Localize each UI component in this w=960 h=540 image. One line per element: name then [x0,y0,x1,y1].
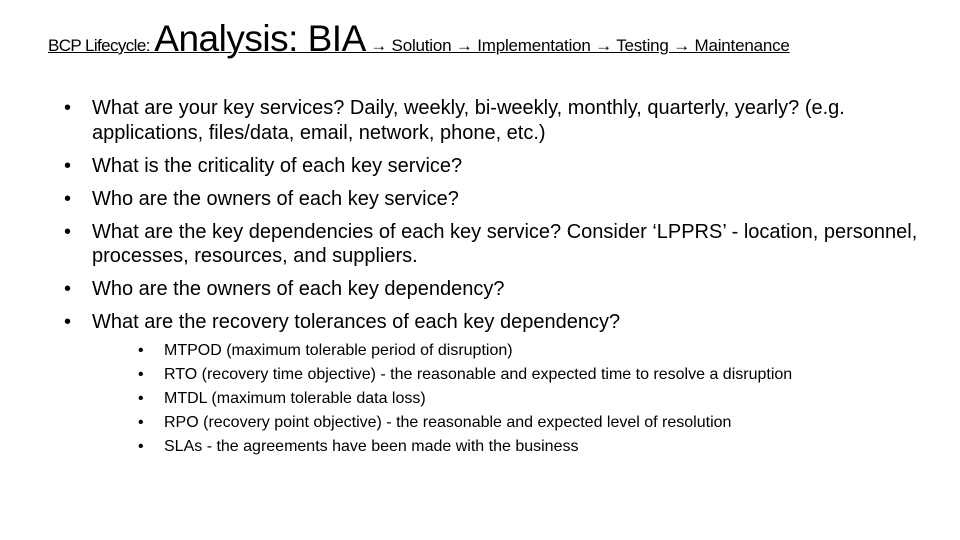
sub-list-item-text: MTDL (maximum tolerable data loss) [164,390,426,407]
bullet-icon: • [138,414,144,431]
sub-list-item [138,435,938,459]
bullet-icon: • [64,154,72,177]
question-list [64,96,924,343]
sub-list-item [138,363,938,387]
list-item-text: Who are the owners of each key service? [92,187,459,210]
sub-list-item-text: MTPOD (maximum tolerable period of disruption) [164,342,513,359]
title-prefix: BCP Lifecycle: [48,36,150,55]
bullet-icon: • [64,311,72,333]
sub-list-item [138,339,938,363]
list-item [64,154,924,179]
bullet-icon: • [64,278,72,300]
list-item [64,96,924,145]
sub-list-item-text: SLAs - the agreements have been made with the business [164,438,579,455]
sub-list-item [138,411,938,435]
sub-list-item-text: RPO (recovery point objective) - the reasonable and expected level of resolution [164,414,732,431]
bullet-icon: • [138,366,144,383]
list-item [64,310,924,335]
list-item-text: What are the key dependencies of each key service? Consider ‘LPPRS’ - location, personnel, processes, resources, and suppliers. [92,220,918,267]
list-item [64,187,924,212]
bullet-icon: • [138,342,144,359]
title-current-phase: Analysis: BIA [154,18,366,59]
bullet-icon: • [64,187,72,210]
bullet-icon: • [64,220,72,243]
list-item-text: What are the recovery tolerances of each key dependency? [92,311,621,333]
list-item-text: What are your key services? Daily, weekly, bi-weekly, monthly, quarterly, yearly? (e.g. applications, files/data, email, network, phone, etc.) [92,97,845,144]
sub-list-item-text: RTO (recovery time objective) - the reasonable and expected time to resolve a disruption [164,366,793,383]
list-item-text: Who are the owners of each key dependency? [92,278,505,300]
bullet-icon: • [64,97,72,119]
list-item [64,277,924,302]
sub-list-item [138,387,938,411]
bullet-icon: • [138,438,144,455]
slide-title [48,18,948,60]
title-remaining-phases: → Solution → Implementation → Testing → Maintenance [370,36,790,55]
tolerance-sub-list [138,339,938,459]
list-item [64,220,924,269]
bullet-icon: • [138,390,144,407]
list-item-text: What is the criticality of each key service? [92,154,463,177]
